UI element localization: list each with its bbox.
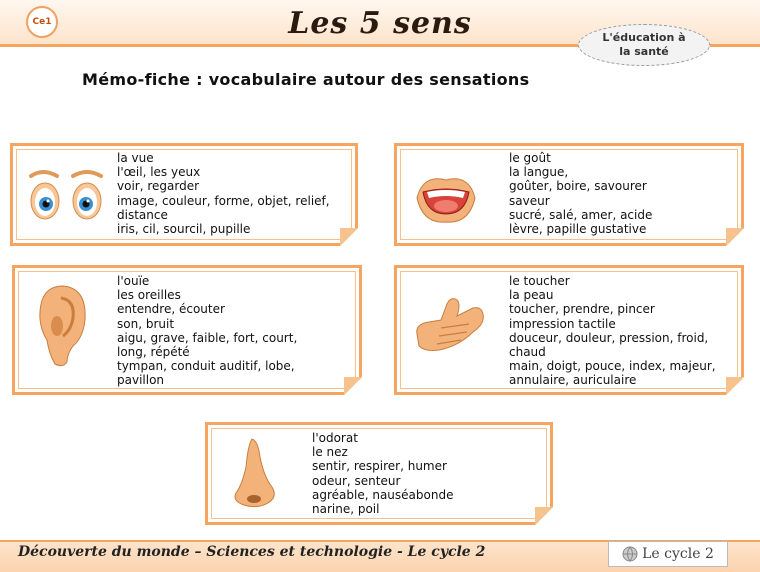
page-fold [344, 377, 362, 395]
page-fold [726, 228, 744, 246]
card-vue-line: voir, regarder [117, 179, 200, 194]
card-odorat [205, 422, 553, 525]
card-odorat-line: sentir, respirer, humer [312, 459, 447, 474]
card-vue-line: l'œil, les yeux [117, 165, 201, 180]
card-ouie-line: tympan, conduit auditif, lobe, [117, 359, 295, 374]
card-vue-line: iris, cil, sourcil, pupille [117, 221, 251, 236]
card-ouie-line: les oreilles [117, 288, 181, 303]
card-toucher-line: chaud [509, 344, 546, 359]
card-ouie-line: entendre, écouter [117, 302, 225, 317]
page-fold [340, 228, 358, 246]
footer-logo [608, 541, 728, 567]
card-odorat-line: odeur, senteur [312, 473, 401, 488]
card-odorat-line: l'odorat [312, 431, 358, 445]
page-subtitle: Mémo-fiche : vocabulaire autour des sensations [82, 70, 530, 89]
card-toucher-line: douceur, douleur, pression, froid, [509, 330, 709, 345]
level-badge: Ce1 [26, 6, 58, 38]
card-gout-line: saveur [509, 193, 550, 208]
card-ouie-line: aigu, grave, faible, fort, court, [117, 330, 298, 345]
card-vue [10, 143, 358, 246]
theme-label: L'éducation à la santé [602, 31, 686, 58]
mouth-icon [413, 168, 479, 226]
nose-icon [228, 437, 278, 511]
ear-icon [33, 284, 89, 368]
card-ouie-line: long, répété [117, 344, 190, 359]
card-gout-line: sucré, salé, amer, acide [509, 207, 653, 222]
card-toucher-line: la peau [509, 288, 554, 303]
card-ouie-line: son, bruit [117, 316, 175, 331]
eyes-icon [27, 168, 107, 224]
card-gout-line: goûter, boire, savourer [509, 179, 647, 194]
card-toucher [394, 265, 744, 395]
card-ouie-line: l'ouïe [117, 274, 150, 288]
card-toucher-line: annulaire, auriculaire [509, 373, 637, 388]
footer-text: Découverte du monde – Sciences et technologie - Le cycle 2 [18, 544, 486, 560]
card-toucher-line: impression tactile [509, 316, 616, 331]
hand-icon [411, 294, 487, 356]
card-vue-line: image, couleur, forme, objet, relief, [117, 193, 330, 208]
card-vue-line: la vue [117, 151, 154, 165]
card-gout-line: la langue, [509, 165, 569, 180]
card-odorat-line: narine, poil [312, 501, 380, 516]
card-ouie-line: pavillon [117, 373, 165, 388]
card-toucher-line: toucher, prendre, pincer [509, 302, 655, 317]
card-vue-line: distance [117, 207, 168, 222]
globe-icon [622, 546, 638, 562]
card-ouie [12, 265, 362, 395]
card-toucher-line: le toucher [509, 274, 570, 288]
page-fold [726, 377, 744, 395]
card-odorat-line: le nez [312, 445, 348, 460]
theme-badge [578, 24, 710, 66]
footer-logo-label: Le cycle 2 [642, 546, 714, 562]
page-fold [535, 507, 553, 525]
card-gout [394, 143, 744, 246]
card-odorat-line: agréable, nauséabonde [312, 487, 454, 502]
page-title: Les 5 sens [288, 6, 472, 41]
card-gout-line: le goût [509, 151, 551, 165]
card-toucher-line: main, doigt, pouce, index, majeur, [509, 359, 716, 374]
card-gout-line: lèvre, papille gustative [509, 221, 647, 236]
